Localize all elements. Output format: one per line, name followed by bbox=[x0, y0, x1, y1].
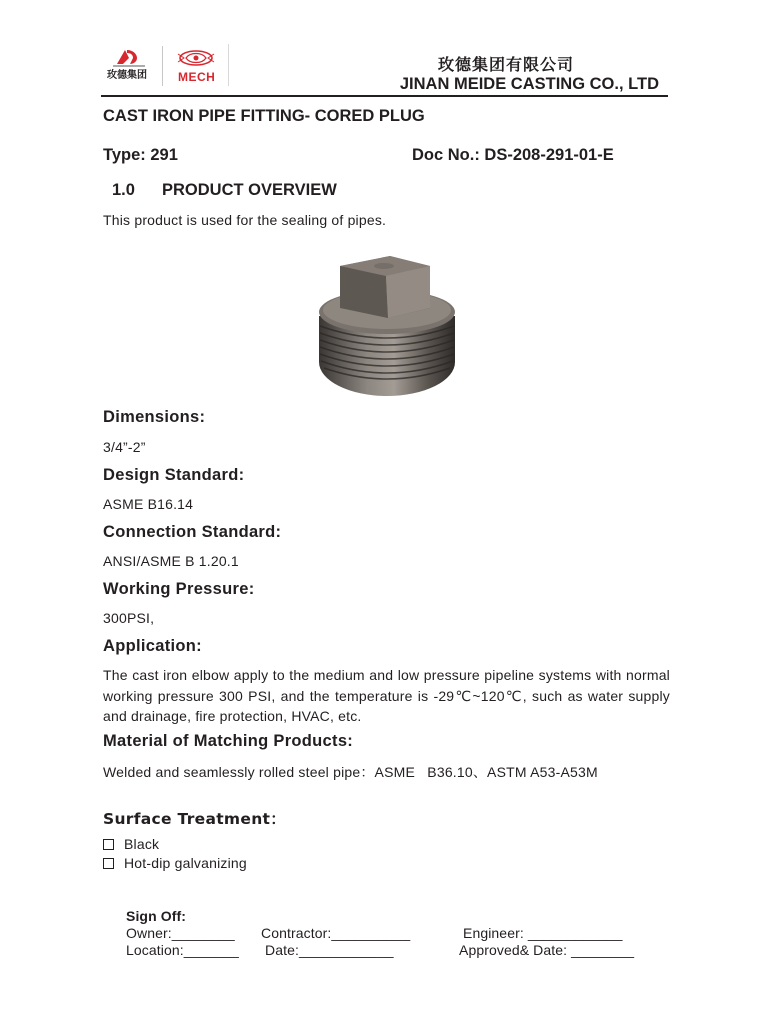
company-name-en: JINAN MEIDE CASTING CO., LTD bbox=[399, 75, 659, 93]
dimensions-value: 3/4”-2” bbox=[103, 439, 146, 455]
checkbox-icon[interactable] bbox=[103, 839, 114, 850]
signoff-approved-date[interactable]: Approved& Date: ________ bbox=[459, 942, 635, 958]
option-hot-dip-galvanizing[interactable] bbox=[103, 855, 247, 871]
signoff-contractor[interactable]: Contractor:__________ bbox=[261, 925, 411, 941]
logo-right-text: MECH bbox=[178, 70, 216, 84]
connection-standard-heading: Connection Standard: bbox=[103, 523, 282, 541]
section-number: 1.0 bbox=[112, 181, 135, 199]
logo-divider-2 bbox=[228, 44, 229, 86]
matching-products-text: Welded and seamlessly rolled steel pipe：ASME B36.10、ASTM A53-A53M bbox=[103, 764, 598, 780]
application-text: The cast iron elbow apply to the medium and low pressure pipeline systems with normal working pressure 300 PSI, and the temperature is -29℃~120℃, such as water supply and drainage, fire protection, HVAC, etc. bbox=[103, 667, 670, 724]
signoff-title: Sign Off: bbox=[126, 908, 186, 924]
signoff-location[interactable]: Location:_______ bbox=[126, 942, 239, 958]
option-label: Black bbox=[124, 836, 160, 852]
meide-logo bbox=[103, 44, 159, 86]
surface-treatment-heading: Surface Treatment： bbox=[103, 810, 287, 828]
product-type: Type: 291 bbox=[103, 146, 178, 164]
design-standard-value: ASME B16.14 bbox=[103, 496, 194, 512]
signoff-date[interactable]: Date:____________ bbox=[265, 942, 394, 958]
overview-text: This product is used for the sealing of pipes. bbox=[103, 212, 387, 228]
option-black[interactable] bbox=[103, 836, 159, 852]
working-pressure-value: 300PSI, bbox=[103, 610, 155, 626]
design-standard-heading: Design Standard: bbox=[103, 466, 245, 484]
section-title: PRODUCT OVERVIEW bbox=[162, 181, 337, 199]
header-rule bbox=[101, 95, 668, 97]
signoff-engineer[interactable]: Engineer: ____________ bbox=[463, 925, 623, 941]
checkbox-icon[interactable] bbox=[103, 858, 114, 869]
application-heading: Application: bbox=[103, 637, 202, 655]
matching-products-heading: Material of Matching Products: bbox=[103, 732, 354, 750]
connection-standard-value: ANSI/ASME B 1.20.1 bbox=[103, 553, 239, 569]
dimensions-heading: Dimensions: bbox=[103, 408, 206, 426]
document-number: Doc No.: DS-208-291-01-E bbox=[412, 146, 614, 164]
signoff-owner[interactable]: Owner:________ bbox=[126, 925, 235, 941]
logo-left-text: 玫德集团 bbox=[107, 70, 147, 81]
cored-plug-photo bbox=[312, 246, 462, 400]
mech-logo bbox=[168, 46, 228, 86]
logo-divider bbox=[162, 46, 163, 86]
option-label: Hot-dip galvanizing bbox=[124, 855, 247, 871]
working-pressure-heading: Working Pressure: bbox=[103, 580, 255, 598]
document-title: CAST IRON PIPE FITTING- CORED PLUG bbox=[103, 107, 425, 125]
company-name-cn: 玫德集团有限公司 bbox=[437, 55, 574, 74]
